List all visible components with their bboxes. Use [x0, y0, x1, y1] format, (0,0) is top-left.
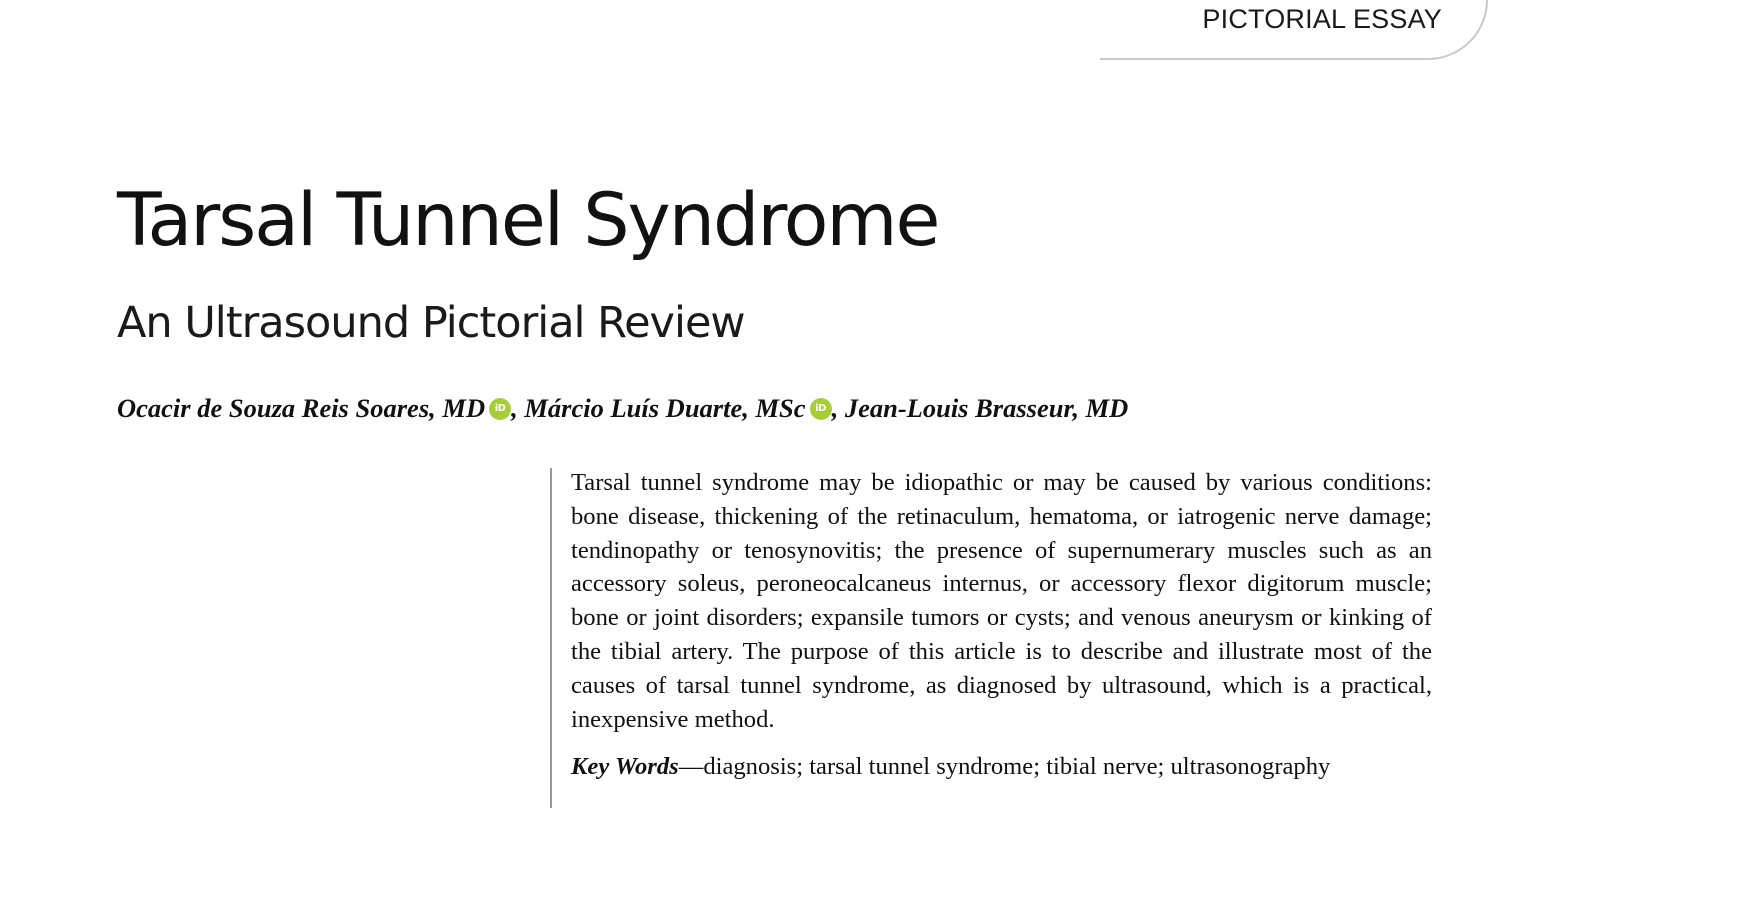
author-separator: ,	[831, 393, 845, 423]
orcid-icon[interactable]: iD	[810, 398, 832, 420]
author-name: Márcio Luís Duarte, MSc	[524, 393, 806, 423]
keywords-label: Key Words	[571, 753, 679, 780]
orcid-icon[interactable]: iD	[489, 398, 511, 420]
section-tab	[1100, 0, 1488, 60]
keywords	[571, 750, 1432, 784]
section-label: PICTORIAL ESSAY	[1202, 4, 1442, 34]
article-subtitle: An Ultrasound Pictorial Review	[117, 298, 745, 348]
abstract-text: Tarsal tunnel syndrome may be idiopathic or may be caused by various conditions: bone disease, thickening of the retinaculum, hematoma, or iatrogenic nerve damage; tendinopathy or tenosynovitis; the presence of supernumerary muscles such as an accessory soleus, peroneocalcaneus internus, or accessory flexor digitorum muscle; bone or joint disorders; expansile tumors or cysts; and venous aneurysm or kinking of the tibial artery. The purpose of this article is to describe and illustrate most of the causes of tarsal tunnel syndrome, as diagnosed by ultrasound, which is a practical, inexpensive method.	[571, 469, 1432, 733]
author-name: Ocacir de Souza Reis Soares, MD	[117, 393, 486, 423]
abstract-rule	[550, 468, 552, 808]
author-list	[117, 393, 1128, 424]
author-separator: ,	[511, 393, 525, 423]
keywords-text: diagnosis; tarsal tunnel syndrome; tibial nerve; ultrasonography	[703, 753, 1331, 780]
keywords-dash: —	[678, 753, 704, 780]
author-name: Jean-Louis Brasseur, MD	[844, 393, 1129, 423]
article-title: Tarsal Tunnel Syndrome	[117, 178, 939, 263]
